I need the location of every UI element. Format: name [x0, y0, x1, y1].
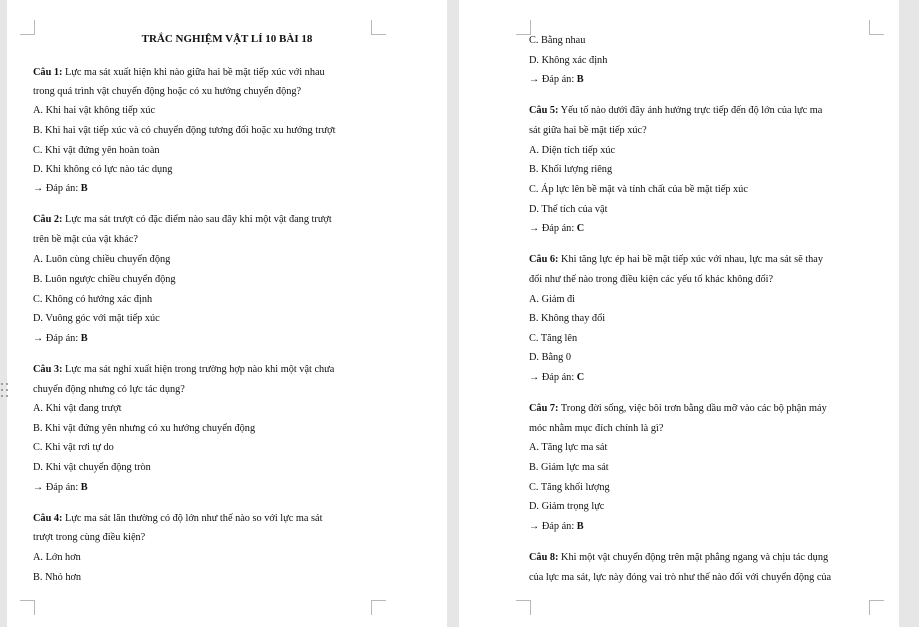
question-6-stem-cont: đổi như thế nào trong điều kiện các yếu tố khác không đổi?: [529, 274, 774, 285]
question-2-stem: Câu 2: Lực ma sát trượt có đặc điểm nào sau đây khi một vật đang trượt: [33, 214, 332, 225]
crop-mark-bottom-right: [371, 600, 386, 615]
question-1-option-b: B. Khi hai vật tiếp xúc và có chuyển động tương đối hoặc xu hướng trượt: [33, 125, 336, 136]
question-5-option-c: C. Áp lực lên bề mặt và tính chất của bề mặt tiếp xúc: [529, 184, 748, 195]
question-6-option-a: A. Giảm đi: [529, 294, 576, 305]
question-8-stem-cont: của lực ma sát, lực này đóng vai trò như thế nào đối với chuyển động của: [529, 572, 832, 583]
question-7-option-a: A. Tăng lực ma sát: [529, 442, 608, 453]
question-4-option-c: C. Bằng nhau: [529, 35, 586, 46]
question-1-option-c: C. Khi vật đứng yên hoàn toàn: [33, 145, 160, 156]
arrow-icon: →: [529, 74, 540, 85]
document-page-left: [7, 0, 447, 627]
question-7-stem: Câu 7: Trong đời sống, việc bôi trơn bằng dầu mỡ vào các bộ phận máy: [529, 403, 827, 414]
question-2-option-d: D. Vuông góc với mặt tiếp xúc: [33, 313, 160, 324]
question-1-stem: Câu 1: Lực ma sát xuất hiện khi nào giữa hai bề mặt tiếp xúc với nhau: [33, 67, 325, 78]
question-2-stem-cont: trên bề mặt của vật khác?: [33, 234, 138, 245]
crop-mark-bottom-left: [516, 600, 531, 615]
arrow-icon: →: [33, 482, 44, 493]
crop-mark-top-left: [516, 20, 531, 35]
question-6-answer: → Đáp án: C: [529, 372, 585, 383]
question-4-stem-cont: trượt trong cùng điều kiện?: [33, 532, 146, 543]
crop-mark-top-right: [869, 20, 884, 35]
question-6-option-d: D. Bằng 0: [529, 352, 572, 363]
question-2-option-a: A. Luôn cùng chiều chuyển động: [33, 254, 171, 265]
question-5-option-a: A. Diện tích tiếp xúc: [529, 145, 616, 156]
question-3-option-c: C. Khi vật rơi tự do: [33, 442, 114, 453]
question-5-stem: Câu 5: Yếu tố nào dưới đây ảnh hưởng trực tiếp đến độ lớn của lực ma: [529, 105, 823, 116]
question-4-answer: → Đáp án: B: [529, 74, 584, 85]
question-7-option-c: C. Tăng khối lượng: [529, 482, 610, 493]
question-3-option-d: D. Khi vật chuyển động tròn: [33, 462, 151, 473]
question-1-option-a: A. Khi hai vật không tiếp xúc: [33, 105, 156, 116]
question-6-option-b: B. Không thay đổi: [529, 313, 606, 324]
question-5-option-d: D. Thể tích của vật: [529, 204, 608, 215]
question-4-option-b: B. Nhỏ hơn: [33, 572, 82, 583]
arrow-icon: →: [33, 333, 44, 344]
question-2-answer: → Đáp án: B: [33, 333, 88, 344]
question-2-option-b: B. Luôn ngược chiều chuyển động: [33, 274, 176, 285]
arrow-icon: →: [33, 183, 44, 194]
document-page-right: [459, 0, 899, 627]
crop-mark-bottom-right: [869, 600, 884, 615]
question-1-option-d: D. Khi không có lực nào tác dụng: [33, 164, 173, 175]
question-4-stem: Câu 4: Lực ma sát lăn thường có độ lớn như thế nào so với lực ma sát: [33, 513, 323, 524]
drag-handle-icon[interactable]: [1, 383, 11, 401]
question-3-answer: → Đáp án: B: [33, 482, 88, 493]
question-5-option-b: B. Khối lượng riêng: [529, 164, 613, 175]
question-6-option-c: C. Tăng lên: [529, 333, 578, 344]
question-1-stem-cont: trong quá trình vật chuyển động hoặc có xu hướng chuyển động?: [33, 86, 302, 97]
arrow-icon: →: [529, 223, 540, 234]
question-7-option-d: D. Giảm trọng lực: [529, 501, 605, 512]
document-title: TRẮC NGHIỆM VẬT LÍ 10 BÀI 18: [141, 33, 313, 45]
arrow-icon: →: [529, 372, 540, 383]
question-8-stem: Câu 8: Khi một vật chuyển động trên mặt phẳng ngang và chịu tác dụng: [529, 552, 829, 563]
question-4-option-d: D. Không xác định: [529, 55, 608, 66]
crop-mark-bottom-left: [20, 600, 35, 615]
question-7-answer: → Đáp án: B: [529, 521, 584, 532]
question-6-stem: Câu 6: Khi tăng lực ép hai bề mặt tiếp xúc với nhau, lực ma sát sẽ thay: [529, 254, 823, 265]
question-1-answer: → Đáp án: B: [33, 183, 88, 194]
arrow-icon: →: [529, 521, 540, 532]
question-5-answer: → Đáp án: C: [529, 223, 585, 234]
question-3-option-b: B. Khi vật đứng yên nhưng có xu hướng chuyển động: [33, 423, 256, 434]
question-3-stem-cont: chuyển động nhưng có lực tác dụng?: [33, 384, 185, 395]
question-5-stem-cont: sát giữa hai bề mặt tiếp xúc?: [529, 125, 647, 136]
question-2-option-c: C. Không có hướng xác định: [33, 294, 153, 305]
question-4-option-a: A. Lớn hơn: [33, 552, 81, 563]
question-7-option-b: B. Giảm lực ma sát: [529, 462, 609, 473]
question-3-stem: Câu 3: Lực ma sát nghỉ xuất hiện trong trường hợp nào khi một vật chưa: [33, 364, 335, 375]
question-3-option-a: A. Khi vật đang trượt: [33, 403, 122, 414]
question-7-stem-cont: móc nhằm mục đích chính là gì?: [529, 423, 664, 434]
